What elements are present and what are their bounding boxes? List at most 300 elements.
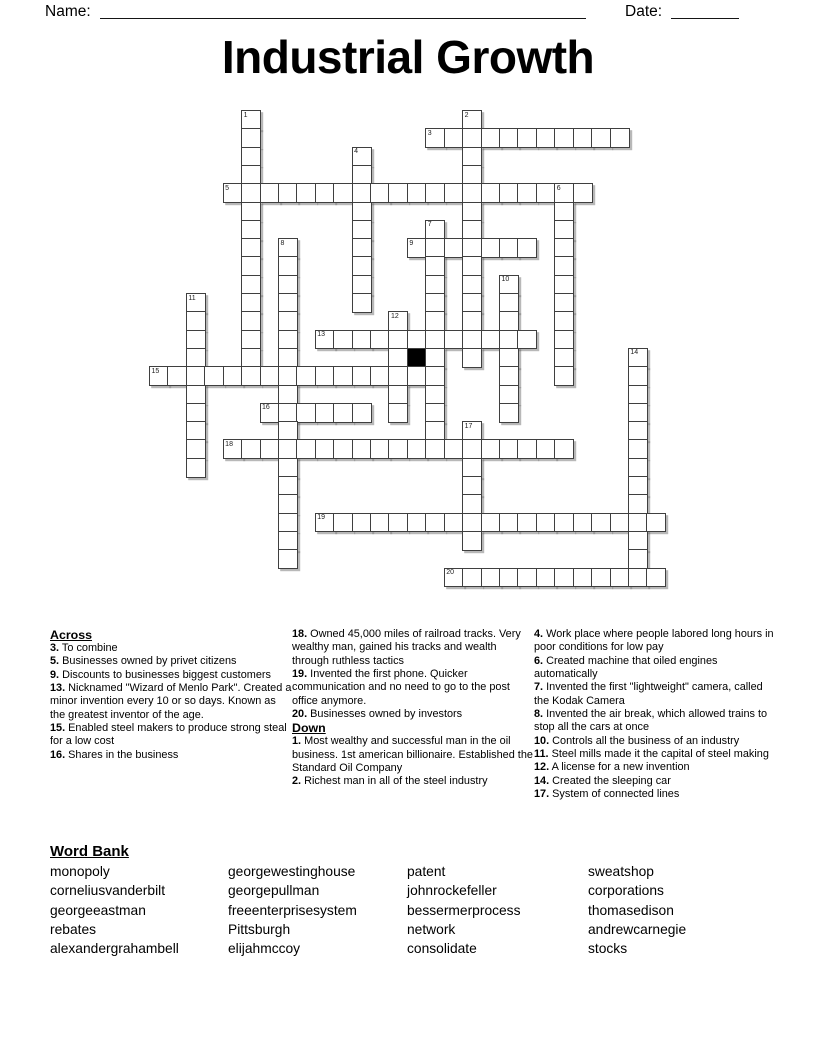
grid-cell[interactable]	[186, 385, 206, 405]
cell-number: 4	[354, 148, 359, 156]
grid-cell[interactable]	[186, 403, 206, 423]
grid-cell[interactable]	[388, 403, 408, 423]
grid-cell[interactable]	[352, 183, 372, 203]
grid-cell[interactable]	[646, 568, 666, 588]
grid-cell[interactable]	[352, 165, 372, 185]
grid-cell[interactable]	[241, 293, 261, 313]
grid-cell[interactable]	[554, 202, 574, 222]
grid-cell[interactable]	[370, 439, 390, 459]
grid-cell[interactable]	[315, 403, 335, 423]
grid-cell[interactable]	[462, 531, 482, 551]
grid-cell[interactable]	[499, 275, 519, 295]
grid-cell[interactable]	[628, 366, 648, 386]
grid-cell[interactable]	[352, 275, 372, 295]
word-bank-item: stocks	[588, 941, 628, 957]
grid-cell[interactable]	[499, 183, 519, 203]
word-bank-item: rebates	[50, 921, 97, 937]
grid-cell[interactable]	[462, 202, 482, 222]
grid-cell[interactable]	[241, 275, 261, 295]
cell-number: 14	[630, 349, 639, 357]
grid-cell[interactable]	[352, 403, 372, 423]
grid-cell[interactable]	[186, 458, 206, 478]
clue-3: 3. To combine	[50, 642, 118, 654]
grid-cell[interactable]	[278, 183, 298, 203]
grid-cell[interactable]	[536, 128, 556, 148]
grid-cell[interactable]	[499, 513, 519, 533]
word-bank-item: andrewcarnegie	[588, 921, 687, 937]
grid-cell[interactable]	[499, 311, 519, 331]
grid-cell[interactable]	[462, 330, 482, 350]
grid-cell[interactable]	[352, 202, 372, 222]
word-bank-item: georgewestinghouse	[228, 864, 356, 879]
grid-cell[interactable]	[425, 385, 445, 405]
puzzle-title: Industrial Growth	[221, 31, 595, 83]
grid-cell[interactable]	[444, 183, 464, 203]
grid-cell[interactable]	[554, 183, 574, 203]
grid-cell[interactable]	[462, 256, 482, 276]
grid-cell[interactable]	[315, 183, 335, 203]
word-bank-item: patent	[407, 864, 446, 879]
grid-cell[interactable]	[610, 568, 630, 588]
grid-cell[interactable]	[278, 275, 298, 295]
grid-cell[interactable]	[517, 330, 537, 350]
cell-number: 2	[464, 111, 469, 119]
grid-cell[interactable]	[333, 513, 353, 533]
grid-cell[interactable]	[628, 531, 648, 551]
cell-number: 13	[317, 331, 326, 339]
grid-cell[interactable]	[278, 439, 298, 459]
grid-cell[interactable]	[499, 348, 519, 368]
word-bank-item: johnrockefeller	[407, 883, 497, 899]
grid-cell[interactable]	[536, 513, 556, 533]
grid-cell[interactable]	[554, 128, 574, 148]
grid-cell[interactable]	[536, 439, 556, 459]
grid-cell[interactable]	[388, 366, 408, 386]
grid-cell[interactable]	[241, 330, 261, 350]
grid-cell[interactable]	[223, 439, 243, 459]
grid-cell[interactable]	[352, 238, 372, 258]
grid-cell[interactable]	[278, 311, 298, 331]
grid-cell[interactable]	[352, 330, 372, 350]
grid-cell[interactable]	[241, 183, 261, 203]
grid-cell[interactable]	[573, 513, 593, 533]
grid-cell[interactable]	[462, 513, 482, 533]
grid-cell[interactable]	[333, 366, 353, 386]
clue-4: 4. Work place where people labored long hours in poor conditions for low pay	[534, 628, 774, 654]
date-input-line[interactable]	[671, 18, 739, 19]
grid-cell[interactable]	[444, 128, 464, 148]
grid-cell[interactable]	[554, 256, 574, 276]
grid-cell[interactable]	[260, 439, 280, 459]
word-bank-item: sweatshop	[588, 864, 654, 879]
grid-cell[interactable]	[315, 439, 335, 459]
grid-cell[interactable]	[352, 293, 372, 313]
grid-cell[interactable]	[628, 348, 648, 368]
cell-number: 16	[262, 404, 270, 412]
clue-number: 9.	[50, 668, 60, 681]
grid-cell[interactable]	[444, 568, 464, 588]
cell-number: 15	[151, 367, 160, 375]
grid-cell[interactable]	[352, 256, 372, 276]
grid-cell[interactable]	[610, 513, 630, 533]
down-section-header: Down	[292, 721, 326, 736]
grid-cell[interactable]	[333, 439, 353, 459]
grid-cell[interactable]	[278, 494, 298, 514]
grid-cell[interactable]	[352, 366, 372, 386]
grid-cell[interactable]	[536, 568, 556, 588]
grid-cell[interactable]	[260, 403, 280, 423]
grid-cell[interactable]	[628, 421, 648, 441]
grid-cell[interactable]	[186, 293, 206, 313]
grid-cell[interactable]	[186, 421, 206, 441]
grid-cell[interactable]	[517, 513, 537, 533]
clue-12: 12. A license for a new invention	[534, 761, 690, 774]
grid-cell[interactable]	[462, 128, 482, 148]
word-bank-column-4	[588, 862, 686, 958]
grid-cell[interactable]	[223, 366, 243, 386]
grid-cell[interactable]	[333, 403, 353, 423]
cell-number: 20	[446, 569, 455, 576]
clue-number: 11.	[534, 748, 549, 761]
grid-cell[interactable]	[388, 385, 408, 405]
grid-cell[interactable]	[425, 238, 445, 258]
grid-cell[interactable]	[517, 238, 537, 258]
grid-cell[interactable]	[186, 366, 206, 386]
clue-14: 14. Created the sleeping car	[534, 774, 671, 787]
grid-cell[interactable]	[260, 183, 280, 203]
grid-cell[interactable]	[499, 385, 519, 405]
grid-cell[interactable]	[444, 513, 464, 533]
grid-cell[interactable]	[149, 366, 169, 386]
grid-cell[interactable]	[407, 513, 427, 533]
grid-cell[interactable]	[462, 110, 482, 130]
name-input-line[interactable]	[100, 18, 586, 19]
grid-cell[interactable]	[278, 476, 298, 496]
grid-cell[interactable]	[186, 311, 206, 331]
grid-cell[interactable]	[481, 568, 501, 588]
grid-cell[interactable]	[278, 458, 298, 478]
clue-number: 18.	[292, 628, 308, 640]
clue-number: 8.	[534, 708, 544, 721]
grid-cell[interactable]	[628, 568, 648, 588]
grid-cell[interactable]	[573, 183, 593, 203]
grid-cell[interactable]	[278, 348, 298, 368]
grid-cell[interactable]	[333, 183, 353, 203]
word-bank-item: consolidate	[407, 941, 477, 957]
grid-cell[interactable]	[352, 439, 372, 459]
clue-16: 16. Shares in the business	[50, 748, 179, 761]
grid-cell[interactable]	[296, 439, 316, 459]
grid-cell[interactable]	[554, 439, 574, 459]
word-bank-item: thomasedison	[588, 902, 674, 918]
grid-cell[interactable]	[554, 238, 574, 258]
grid-cell[interactable]	[315, 366, 335, 386]
grid-cell[interactable]	[241, 202, 261, 222]
grid-cell[interactable]	[241, 439, 261, 459]
grid-cell[interactable]	[352, 513, 372, 533]
cell-number: 12	[390, 312, 399, 320]
grid-cell[interactable]	[425, 256, 445, 276]
grid-cell[interactable]	[278, 256, 298, 276]
grid-cell[interactable]	[462, 220, 482, 240]
grid-cell[interactable]	[591, 513, 611, 533]
cell-number: 5	[225, 184, 230, 192]
grid-cell[interactable]	[186, 439, 206, 459]
grid-cell[interactable]	[628, 439, 648, 459]
grid-cell[interactable]	[315, 330, 335, 350]
grid-cell[interactable]	[278, 513, 298, 533]
word-bank-item: elijahmccoy	[228, 941, 301, 957]
grid-cell[interactable]	[462, 421, 482, 441]
grid-cell[interactable]	[296, 183, 316, 203]
grid-cell[interactable]	[352, 147, 372, 167]
clue-20: 20. Businesses owned by investors	[292, 708, 463, 721]
clue-number: 3.	[50, 642, 60, 654]
grid-cell[interactable]	[444, 439, 464, 459]
grid-cell[interactable]	[425, 421, 445, 441]
grid-cell[interactable]	[462, 458, 482, 478]
grid-cell[interactable]	[278, 366, 298, 386]
clue-6: 6. Created machine that oiled engines automatically	[534, 654, 718, 681]
grid-cell[interactable]	[554, 275, 574, 295]
word-bank-header: Word Bank	[50, 843, 129, 860]
grid-cell[interactable]	[462, 476, 482, 496]
cell-number: 3	[427, 129, 432, 137]
grid-cell[interactable]	[628, 385, 648, 405]
grid-cell[interactable]	[610, 128, 630, 148]
grid-cell[interactable]	[407, 439, 427, 459]
grid-cell[interactable]	[241, 366, 261, 386]
clue-17: 17. System of connected lines	[534, 788, 680, 801]
word-bank-column-3	[407, 862, 520, 958]
grid-cell[interactable]	[628, 403, 648, 423]
grid-cell[interactable]	[499, 238, 519, 258]
grid-cell[interactable]	[444, 238, 464, 258]
word-bank-column-1	[50, 862, 179, 958]
clue-8: 8. Invented the air break, which allowed trains to stop all the cars at once	[534, 708, 768, 734]
grid-cell[interactable]	[462, 568, 482, 588]
grid-cell[interactable]	[204, 366, 224, 386]
grid-cell[interactable]	[462, 183, 482, 203]
grid-cell[interactable]	[407, 330, 427, 350]
grid-cell[interactable]	[425, 330, 445, 350]
grid-cell[interactable]	[388, 183, 408, 203]
grid-cell[interactable]	[425, 366, 445, 386]
grid-cell[interactable]	[425, 293, 445, 313]
grid-cell[interactable]	[315, 513, 335, 533]
grid-cell[interactable]	[352, 220, 372, 240]
grid-cell[interactable]	[425, 513, 445, 533]
grid-cell[interactable]	[241, 348, 261, 368]
grid-cell[interactable]	[186, 330, 206, 350]
grid-cell[interactable]	[573, 568, 593, 588]
grid-cell[interactable]	[554, 330, 574, 350]
grid-cell[interactable]	[425, 220, 445, 240]
grid-cell[interactable]	[370, 183, 390, 203]
word-bank-item: corporations	[588, 883, 664, 899]
grid-cell[interactable]	[241, 238, 261, 258]
grid-cell[interactable]	[388, 348, 408, 368]
clue-number: 1.	[292, 735, 302, 748]
grid-cell[interactable]	[425, 183, 445, 203]
grid-cell[interactable]	[481, 183, 501, 203]
grid-cell[interactable]	[278, 421, 298, 441]
grid-cell[interactable]	[388, 330, 408, 350]
clue-5: 5. Businesses owned by privet citizens	[50, 655, 237, 668]
grid-cell[interactable]	[554, 311, 574, 331]
grid-cell[interactable]	[186, 348, 206, 368]
clue-11: 11. Steel mills made it the capital of steel making	[534, 748, 769, 761]
grid-cell[interactable]	[499, 439, 519, 459]
clue-18: 18. Owned 45,000 miles of railroad tracks. Very wealthy man, gained his tracks and wealth through ruthless tactics	[292, 628, 521, 667]
across-section-header: Across	[50, 628, 93, 642]
grid-cell[interactable]	[407, 366, 427, 386]
grid-cell[interactable]	[499, 293, 519, 313]
clue-number: 14.	[534, 774, 550, 787]
grid-cell[interactable]	[646, 513, 666, 533]
grid-cell[interactable]	[481, 439, 501, 459]
grid-cell[interactable]	[499, 330, 519, 350]
grid-cell[interactable]	[481, 128, 501, 148]
grid-cell[interactable]	[554, 568, 574, 588]
grid-cell-black	[407, 348, 427, 368]
cell-number: 18	[225, 440, 233, 448]
grid-cell[interactable]	[554, 366, 574, 386]
grid-cell[interactable]	[241, 220, 261, 240]
word-bank-item: georgepullman	[228, 883, 320, 899]
grid-cell[interactable]	[462, 238, 482, 258]
grid-cell[interactable]	[425, 275, 445, 295]
clue-number: 12.	[534, 761, 550, 774]
clue-number: 16.	[50, 748, 66, 761]
word-bank-item: monopoly	[50, 864, 110, 879]
grid-cell[interactable]	[628, 458, 648, 478]
grid-cell[interactable]	[462, 147, 482, 167]
grid-cell[interactable]	[241, 311, 261, 331]
grid-cell[interactable]	[499, 366, 519, 386]
cell-number: 6	[556, 184, 561, 192]
grid-cell[interactable]	[296, 403, 316, 423]
grid-cell[interactable]	[388, 513, 408, 533]
grid-cell[interactable]	[241, 256, 261, 276]
cell-number: 17	[464, 422, 473, 430]
word-bank-item: bessermerprocess	[407, 902, 521, 918]
grid-cell[interactable]	[296, 366, 316, 386]
grid-cell[interactable]	[425, 403, 445, 423]
clue-9: 9. Discounts to businesses biggest customers	[50, 668, 271, 681]
grid-cell[interactable]	[407, 238, 427, 258]
grid-cell[interactable]	[499, 403, 519, 423]
grid-cell[interactable]	[425, 128, 445, 148]
grid-cell[interactable]	[628, 476, 648, 496]
grid-cell[interactable]	[425, 439, 445, 459]
clue-number: 4.	[534, 628, 544, 640]
grid-cell[interactable]	[370, 366, 390, 386]
grid-cell[interactable]	[554, 220, 574, 240]
grid-cell[interactable]	[241, 128, 261, 148]
grid-cell[interactable]	[499, 568, 519, 588]
grid-cell[interactable]	[462, 165, 482, 185]
grid-cell[interactable]	[517, 568, 537, 588]
grid-cell[interactable]	[370, 330, 390, 350]
grid-cell[interactable]	[481, 330, 501, 350]
grid-cell[interactable]	[462, 275, 482, 295]
grid-cell[interactable]	[573, 128, 593, 148]
grid-cell[interactable]	[481, 513, 501, 533]
grid-cell[interactable]	[388, 311, 408, 331]
grid-cell[interactable]	[278, 549, 298, 569]
grid-cell[interactable]	[517, 183, 537, 203]
grid-cell[interactable]	[278, 330, 298, 350]
clue-number: 20.	[292, 708, 308, 721]
clue-7: 7. Invented the first "lightweight" camera, called the Kodak Camera	[534, 681, 763, 707]
clue-number: 19.	[292, 668, 308, 681]
grid-cell[interactable]	[628, 494, 648, 514]
grid-cell[interactable]	[462, 439, 482, 459]
grid-cell[interactable]	[536, 183, 556, 203]
grid-cell[interactable]	[554, 293, 574, 313]
grid-cell[interactable]	[462, 311, 482, 331]
grid-cell[interactable]	[278, 293, 298, 313]
word-bank-item: freeenterprisesystem	[228, 902, 357, 918]
clue-number: 6.	[534, 654, 544, 667]
grid-cell[interactable]	[462, 348, 482, 368]
grid-cell[interactable]	[388, 439, 408, 459]
grid-cell[interactable]	[278, 531, 298, 551]
word-bank-item: corneliusvanderbilt	[50, 883, 166, 899]
grid-cell[interactable]	[278, 403, 298, 423]
grid-cell[interactable]	[425, 348, 445, 368]
grid-cell[interactable]	[517, 439, 537, 459]
grid-cell[interactable]	[167, 366, 187, 386]
grid-cell[interactable]	[407, 183, 427, 203]
grid-cell[interactable]	[554, 513, 574, 533]
clue-10: 10. Controls all the business of an industry	[534, 734, 740, 747]
grid-cell[interactable]	[462, 494, 482, 514]
grid-cell[interactable]	[499, 128, 519, 148]
cell-number: 10	[501, 276, 510, 284]
grid-cell[interactable]	[591, 128, 611, 148]
cell-number: 9	[409, 239, 414, 247]
grid-cell[interactable]	[517, 128, 537, 148]
date-label: Date:	[625, 3, 663, 20]
grid-cell[interactable]	[241, 110, 261, 130]
grid-cell[interactable]	[333, 330, 353, 350]
grid-cell[interactable]	[628, 513, 648, 533]
clue-15: 15. Enabled steel makers to produce strong steal for a low cost	[50, 722, 287, 748]
grid-cell[interactable]	[223, 183, 243, 203]
grid-cell[interactable]	[370, 513, 390, 533]
grid-cell[interactable]	[278, 238, 298, 258]
grid-cell[interactable]	[481, 238, 501, 258]
grid-cell[interactable]	[278, 385, 298, 405]
grid-cell[interactable]	[241, 147, 261, 167]
grid-cell[interactable]	[241, 165, 261, 185]
clue-number: 15.	[50, 722, 66, 735]
clue-number: 10.	[534, 734, 550, 747]
grid-cell[interactable]	[462, 293, 482, 313]
cell-number: 19	[317, 514, 326, 522]
grid-cell[interactable]	[444, 330, 464, 350]
grid-cell[interactable]	[591, 568, 611, 588]
word-bank-item: georgeeastman	[50, 902, 146, 918]
grid-cell[interactable]	[554, 348, 574, 368]
clue-number: 2.	[292, 775, 302, 788]
grid-cell[interactable]	[628, 549, 648, 569]
grid-cell[interactable]	[260, 366, 280, 386]
cell-number: 11	[188, 294, 196, 302]
grid-cell[interactable]	[425, 311, 445, 331]
